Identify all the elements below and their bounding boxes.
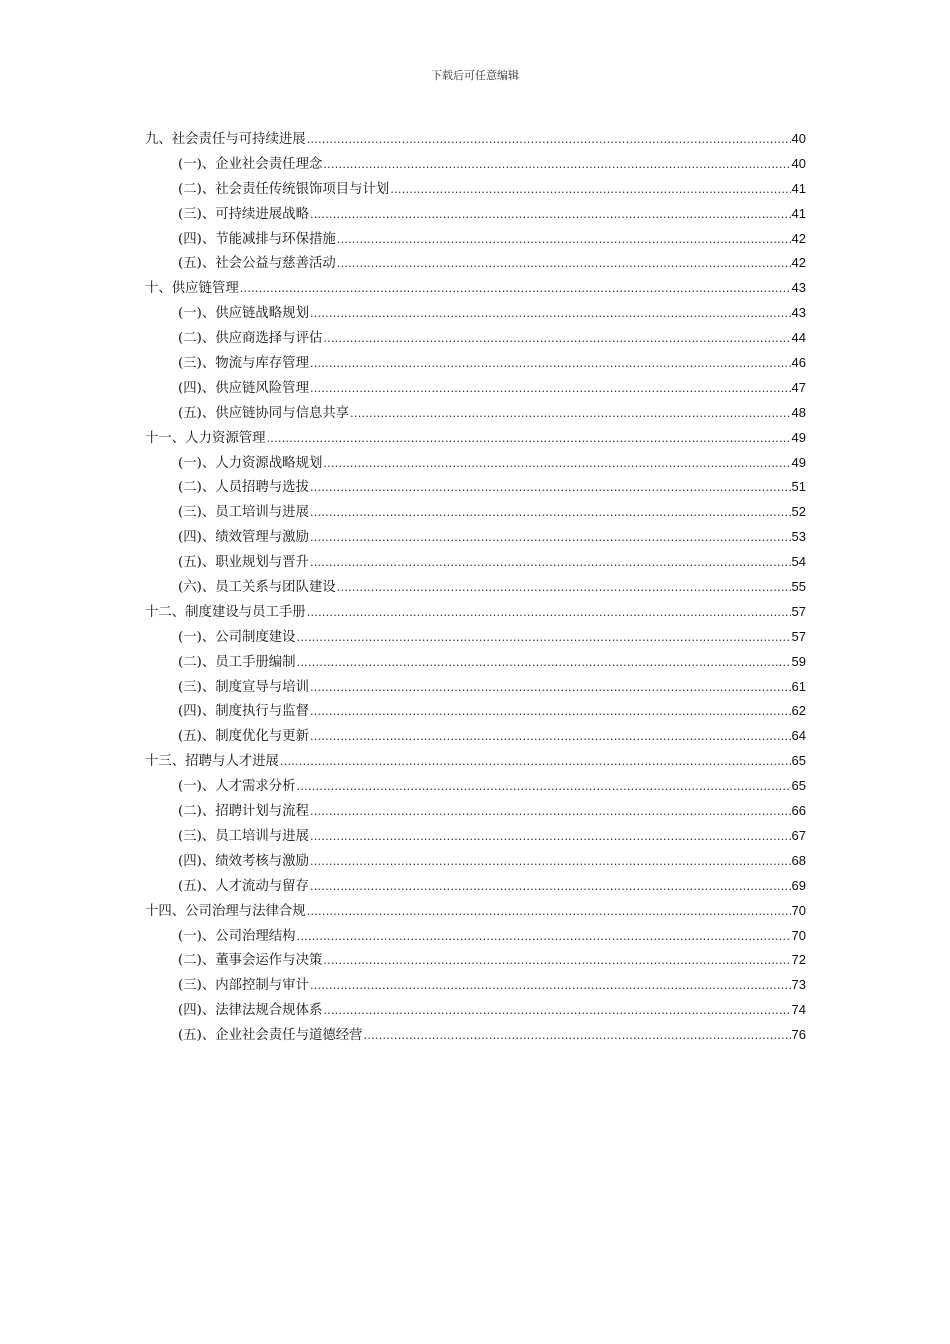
toc-entry-title: (一)、公司治理结构 [178, 928, 296, 944]
dot-leader [307, 900, 791, 925]
toc-section-entry[interactable] [145, 650, 806, 675]
toc-entry-title: 十四、公司治理与法律合规 [145, 903, 306, 919]
dot-leader [297, 925, 791, 950]
toc-entry-title: (五)、制度优化与更新 [178, 729, 309, 745]
toc-page-number: 68 [791, 852, 806, 868]
toc-page-number: 51 [791, 479, 806, 495]
dot-leader [310, 551, 791, 576]
toc-entry-title: (三)、制度宣导与培训 [178, 679, 309, 695]
toc-section-entry[interactable] [145, 500, 806, 525]
toc-entry-title: 十、供应链管理 [145, 281, 239, 297]
toc-page-number: 48 [791, 404, 806, 420]
toc-entry-title: (五)、职业规划与晋升 [178, 555, 309, 571]
dot-leader [350, 402, 790, 427]
toc-section-entry[interactable] [145, 699, 806, 724]
toc-page-number: 73 [791, 977, 806, 993]
toc-chapter-entry[interactable] [145, 426, 806, 451]
dot-leader [323, 153, 790, 178]
toc-chapter-entry[interactable] [145, 899, 806, 924]
toc-page-number: 65 [791, 753, 806, 769]
toc-section-entry[interactable] [145, 924, 806, 949]
toc-entry-title: (五)、社会公益与慈善活动 [178, 256, 336, 272]
toc-section-entry[interactable] [145, 451, 806, 476]
toc-entry-title: (五)、企业社会责任与道德经营 [178, 1028, 363, 1044]
dot-leader [310, 850, 791, 875]
dot-leader [280, 750, 791, 775]
toc-entry-title: (一)、人力资源战略规划 [178, 455, 323, 471]
toc-section-entry[interactable] [145, 301, 806, 326]
dot-leader [310, 825, 791, 850]
toc-entry-title: (二)、董事会运作与决策 [178, 953, 323, 969]
toc-page-number: 44 [791, 330, 806, 346]
toc-section-entry[interactable] [145, 575, 806, 600]
dot-leader [307, 601, 791, 626]
dot-leader [310, 800, 791, 825]
toc-section-entry[interactable] [145, 251, 806, 276]
toc-page-number: 42 [791, 255, 806, 271]
dot-leader [267, 427, 791, 452]
dot-leader [310, 676, 791, 701]
toc-entry-title: (四)、制度执行与监督 [178, 704, 309, 720]
toc-entry-title: (一)、公司制度建设 [178, 629, 296, 645]
toc-section-entry[interactable] [145, 849, 806, 874]
dot-leader [310, 875, 791, 900]
toc-entry-title: 十一、人力资源管理 [145, 430, 266, 446]
dot-leader [297, 775, 791, 800]
toc-entry-title: 九、社会责任与可持续进展 [145, 132, 306, 147]
toc-page-number: 53 [791, 529, 806, 545]
toc-entry-title: (二)、人员招聘与选拔 [178, 480, 309, 496]
toc-section-entry[interactable] [145, 824, 806, 849]
toc-section-entry[interactable] [145, 973, 806, 998]
toc-page-number: 57 [791, 603, 806, 619]
toc-section-entry[interactable] [145, 998, 806, 1023]
toc-entry-title: (四)、绩效管理与激励 [178, 530, 309, 546]
toc-section-entry[interactable] [145, 351, 806, 376]
toc-entry-title: (一)、人才需求分析 [178, 779, 296, 795]
dot-leader [297, 651, 791, 676]
toc-entry-title: (一)、企业社会责任理念 [178, 156, 323, 172]
toc-page-number: 72 [791, 952, 806, 968]
toc-page-number: 70 [791, 927, 806, 943]
toc-page-number: 41 [791, 205, 806, 221]
toc-section-entry[interactable] [145, 874, 806, 899]
toc-page-number: 43 [791, 280, 806, 296]
toc-page-number: 43 [791, 305, 806, 321]
toc-entry-title: (三)、员工培训与进展 [178, 828, 309, 844]
toc-entry-title: (三)、员工培训与进展 [178, 505, 309, 521]
toc-section-entry[interactable] [145, 625, 806, 650]
dot-leader [323, 452, 790, 477]
dot-leader [310, 700, 791, 725]
toc-entry-title: (二)、招聘计划与流程 [178, 804, 309, 820]
dot-leader [337, 576, 791, 601]
dot-leader [307, 128, 791, 153]
toc-section-entry[interactable] [145, 948, 806, 973]
toc-section-entry[interactable] [145, 550, 806, 575]
dot-leader [310, 526, 791, 551]
dot-leader [337, 252, 791, 277]
dot-leader [310, 302, 791, 327]
dot-leader [337, 228, 791, 253]
toc-entry-title: (三)、物流与库存管理 [178, 356, 309, 372]
toc-page-number: 59 [791, 653, 806, 669]
dot-leader [323, 949, 790, 974]
toc-section-entry[interactable] [145, 724, 806, 749]
toc-page-number: 76 [791, 1027, 806, 1043]
toc-page-number: 65 [791, 778, 806, 794]
dot-leader [310, 352, 791, 377]
toc-chapter-entry[interactable] [145, 600, 806, 625]
toc-section-entry[interactable] [145, 799, 806, 824]
toc-section-entry[interactable] [145, 1023, 806, 1048]
toc-entry-title: (三)、内部控制与审计 [178, 978, 309, 994]
toc-section-entry[interactable] [145, 401, 806, 426]
toc-entry-title: (五)、人才流动与留存 [178, 878, 309, 894]
toc-section-entry[interactable] [145, 525, 806, 550]
toc-page-number: 74 [791, 1002, 806, 1018]
toc-entry-title: (五)、供应链协同与信息共享 [178, 405, 350, 421]
toc-page-number: 54 [791, 554, 806, 570]
toc-page-number: 40 [791, 155, 806, 171]
toc-entry-title: (四)、节能减排与环保措施 [178, 231, 336, 247]
toc-page-number: 40 [791, 131, 806, 146]
dot-leader [310, 974, 791, 999]
toc-entry-title: (一)、供应链战略规划 [178, 306, 309, 322]
toc-chapter-entry[interactable] [145, 127, 806, 152]
toc-section-entry[interactable] [145, 475, 806, 500]
toc-page-number: 66 [791, 803, 806, 819]
dot-leader [310, 377, 791, 402]
dot-leader [323, 327, 790, 352]
dot-leader [323, 999, 790, 1024]
toc-page-number: 61 [791, 678, 806, 694]
toc-page-number: 62 [791, 703, 806, 719]
dot-leader [310, 476, 791, 501]
toc-section-entry[interactable] [145, 774, 806, 799]
dot-leader [364, 1024, 791, 1049]
toc-entry-title: (四)、法律法规合规体系 [178, 1003, 323, 1019]
dot-leader [240, 277, 791, 302]
toc-section-entry[interactable] [145, 202, 806, 227]
toc-chapter-entry[interactable] [145, 276, 806, 301]
toc-page-number: 49 [791, 454, 806, 470]
toc-section-entry[interactable] [145, 675, 806, 700]
toc-section-entry[interactable] [145, 152, 806, 177]
toc-page-number: 46 [791, 355, 806, 371]
toc-entry-title: (二)、社会责任传统银饰项目与计划 [178, 181, 390, 197]
toc-entry-title: (四)、供应链风险管理 [178, 380, 309, 396]
toc-page-number: 69 [791, 877, 806, 893]
dot-leader [297, 626, 791, 651]
dot-leader [310, 203, 791, 228]
toc-entry-title: (六)、员工关系与团队建设 [178, 580, 336, 596]
toc-page-number: 41 [791, 180, 806, 196]
toc-entry-title: (二)、供应商选择与评估 [178, 331, 323, 347]
toc-section-entry[interactable] [145, 326, 806, 351]
page-header: 下载后可任意编辑 [431, 69, 519, 82]
toc-entry-title: (四)、绩效考核与激励 [178, 853, 309, 869]
table-of-contents [145, 127, 806, 1048]
toc-section-entry[interactable] [145, 177, 806, 202]
toc-chapter-entry[interactable] [145, 749, 806, 774]
toc-page-number: 55 [791, 579, 806, 595]
dot-leader [310, 725, 791, 750]
dot-leader [310, 501, 791, 526]
toc-entry-title: 十二、制度建设与员工手册 [145, 604, 306, 620]
toc-page-number: 57 [791, 628, 806, 644]
toc-entry-title: 十三、招聘与人才进展 [145, 754, 279, 770]
toc-page-number: 70 [791, 902, 806, 918]
toc-page-number: 52 [791, 504, 806, 520]
toc-section-entry[interactable] [145, 376, 806, 401]
toc-section-entry[interactable] [145, 227, 806, 252]
toc-page-number: 64 [791, 728, 806, 744]
toc-page-number: 67 [791, 827, 806, 843]
toc-entry-title: (三)、可持续进展战略 [178, 206, 309, 222]
toc-entry-title: (二)、员工手册编制 [178, 654, 296, 670]
toc-page-number: 49 [791, 429, 806, 445]
toc-page-number: 47 [791, 379, 806, 395]
toc-page-number: 42 [791, 230, 806, 246]
dot-leader [390, 178, 790, 203]
